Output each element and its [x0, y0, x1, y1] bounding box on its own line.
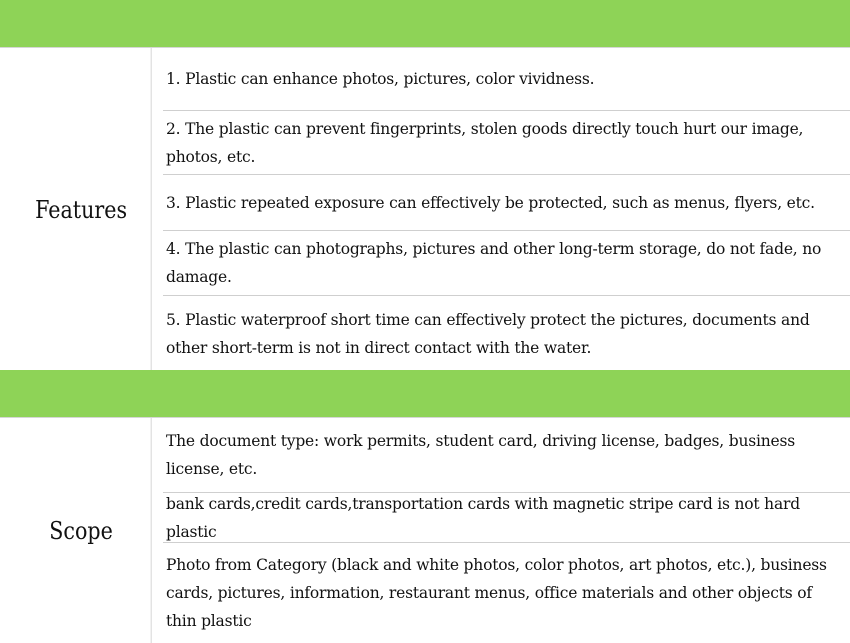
scope-section: [0, 417, 850, 643]
list-item: [163, 175, 850, 231]
scope-label: Scope: [11, 418, 151, 643]
scope-text: The document type: work permits, student card, driving license, badges, business license, etc.: [166, 432, 796, 478]
scope-text: Photo from Category (black and white photos, color photos, art photos, etc.), business cards, pictures, information, restaurant menus, office materials and other objects of thin plastic: [166, 556, 827, 630]
list-item: [163, 493, 850, 543]
list-item: [163, 543, 850, 643]
list-item: [163, 296, 850, 371]
scope-text: bank cards,credit cards,transportation cards with magnetic stripe card is not hard plastic: [166, 494, 800, 541]
list-item: [163, 111, 850, 175]
feature-text: 2. The plastic can prevent fingerprints, stolen goods directly touch hurt our image, photos, etc.: [166, 119, 804, 166]
features-list: [163, 48, 850, 371]
feature-text: 5. Plastic waterproof short time can effectively protect the pictures, documents and other short-term is not in direct contact with the water.: [166, 310, 810, 357]
feature-text: 1. Plastic can enhance photos, pictures, color vividness.: [166, 70, 595, 88]
top-green-band: [0, 0, 850, 47]
feature-text: 3. Plastic repeated exposure can effectively be protected, such as menus, flyers, etc.: [166, 193, 815, 212]
features-section: [0, 47, 850, 371]
middle-green-band: [0, 370, 850, 417]
features-label: Features: [11, 48, 151, 371]
scope-list: [163, 418, 850, 643]
list-item: [163, 48, 850, 111]
list-item: [163, 418, 850, 493]
feature-text: 4. The plastic can photographs, pictures and other long-term storage, do not fade, no damage.: [166, 240, 822, 286]
list-item: [163, 231, 850, 296]
